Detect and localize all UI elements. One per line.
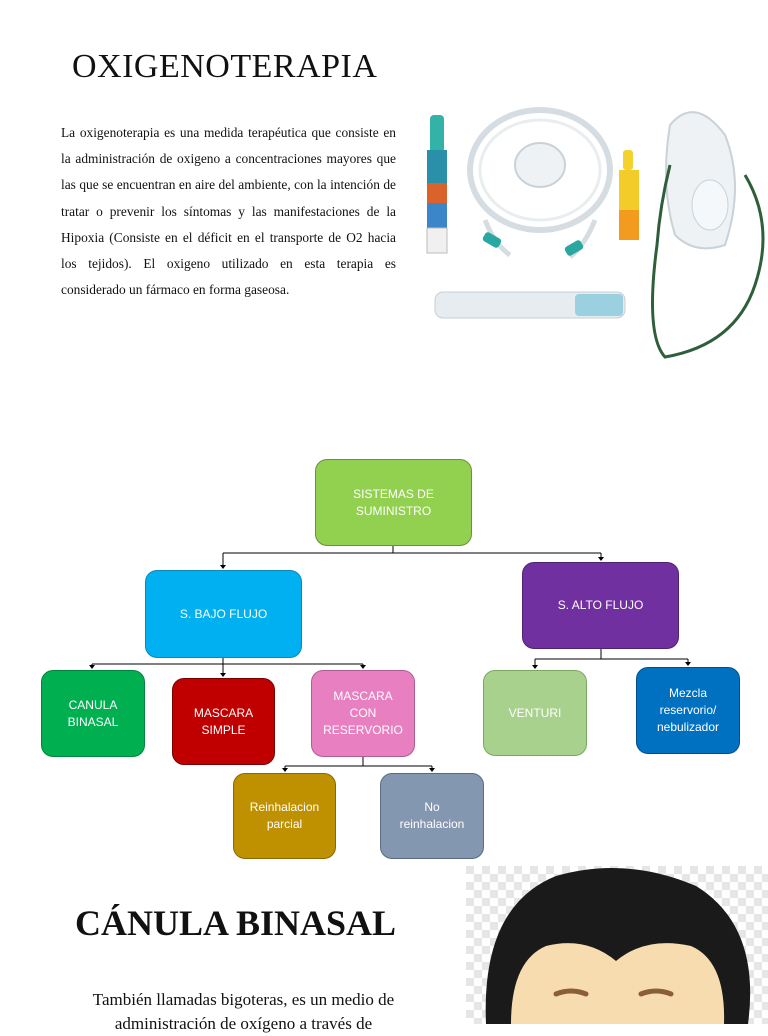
node-venturi: VENTURI bbox=[483, 670, 587, 756]
node-mezcla-reservorio-nebulizador: Mezcla reservorio/ nebulizador bbox=[636, 667, 740, 754]
node-sistemas-de-suministro: SISTEMAS DE SUMINISTRO bbox=[315, 459, 472, 546]
node-mascara-simple: MASCARA SIMPLE bbox=[172, 678, 275, 765]
section-title: CÁNULA BINASAL bbox=[75, 903, 397, 943]
person-illustration bbox=[466, 866, 768, 1024]
intro-paragraph: La oxigenoterapia es una medida terapéutica que consiste en la administración de oxigeno a concentraciones mayores que las que se encuentran en aire del ambiente, con la intención de tratar o prevenir los síntomas y las manifestaciones de la Hipoxia (Consiste en el déficit en el transporte de O2 hacia los tejidos). El oxigeno utilizado en esta terapia es considerado un fármaco en forma gaseosa. bbox=[61, 125, 396, 298]
node-reinhalacion-parcial: Reinhalacion parcial bbox=[233, 773, 336, 859]
node-alto-flujo: S. ALTO FLUJO bbox=[522, 562, 679, 649]
node-canula-binasal: CANULA BINASAL bbox=[41, 670, 145, 757]
node-mascara-con-reservorio: MASCARA CON RESERVORIO bbox=[311, 670, 415, 757]
node-bajo-flujo: S. BAJO FLUJO bbox=[145, 570, 302, 658]
node-no-reinhalacion: No reinhalacion bbox=[380, 773, 484, 859]
page-title: OXIGENOTERAPIA bbox=[72, 48, 378, 85]
section-body: También llamadas bigoteras, es un medio de administración de oxígeno a través de bbox=[92, 990, 395, 1033]
